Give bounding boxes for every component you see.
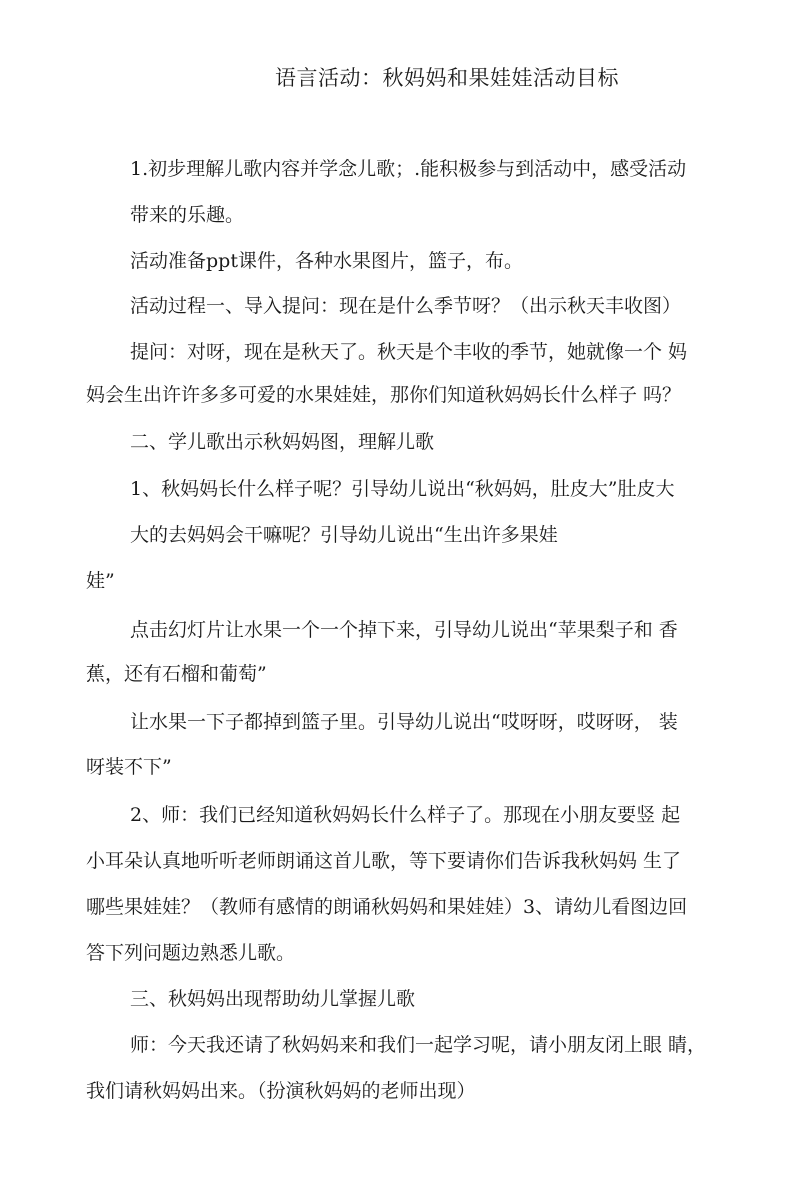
paragraph-line: 1、秋妈妈长什么样子呢？引导幼儿说出“秋妈妈，肚皮大”肚皮大 <box>130 478 675 500</box>
paragraph-line: 提问：对呀，现在是秋天了。秋天是个丰收的季节，她就像一个 妈 <box>130 341 688 363</box>
section-heading: 三、秋妈妈出现帮助幼儿掌握儿歌 <box>130 988 416 1010</box>
paragraph-line: 活动准备ppt课件，各种水果图片，篮子，布。 <box>130 250 523 272</box>
paragraph-line: 答下列问题边熟悉儿歌。 <box>86 942 296 964</box>
paragraph-line: 哪些果娃娃？（教师有感情的朗诵秋妈妈和果娃娃）3、请幼儿看图边回 <box>86 896 688 918</box>
paragraph-line: 活动过程一、导入提问：现在是什么季节呀？（出示秋天丰收图） <box>130 295 682 317</box>
document-title: 语言活动：秋妈妈和果娃娃活动目标 <box>275 66 619 90</box>
section-heading: 二、学儿歌出示秋妈妈图，理解儿歌 <box>130 431 435 453</box>
paragraph-line: 我们请秋妈妈出来。（扮演秋妈妈的老师出现） <box>86 1080 476 1102</box>
paragraph-line: 呀装不下” <box>86 756 172 778</box>
paragraph-line: 师：今天我还请了秋妈妈来和我们一起学习呢，请小朋友闭上眼 睛， <box>130 1034 707 1056</box>
paragraph-line: 蕉，还有石榴和葡萄” <box>86 663 267 685</box>
paragraph-line: 带来的乐趣。 <box>130 204 245 226</box>
paragraph-line: 让水果一下子都掉到篮子里。引导幼儿说出“哎呀呀，哎呀呀， 装 <box>130 711 678 733</box>
paragraph-line: 娃” <box>86 570 115 592</box>
paragraph-line: 妈会生出许许多多可爱的水果娃娃，那你们知道秋妈妈长什么样子 吗？ <box>86 384 682 406</box>
paragraph-line: 小耳朵认真地听听老师朗诵这首儿歌，等下要请你们告诉我秋妈妈 生了 <box>86 850 682 872</box>
paragraph-line: 点击幻灯片让水果一个一个掉下来，引导幼儿说出“苹果梨子和 香 <box>130 619 678 641</box>
paragraph-line: 大的去妈妈会干嘛呢？引导幼儿说出“生出许多果娃 <box>130 524 558 546</box>
paragraph-line: 2、师：我们已经知道秋妈妈长什么样子了。那现在小朋友要竖 起 <box>130 804 681 826</box>
paragraph-line: 1.初步理解儿歌内容并学念儿歌；.能积极参与到活动中，感受活动 <box>130 158 687 180</box>
